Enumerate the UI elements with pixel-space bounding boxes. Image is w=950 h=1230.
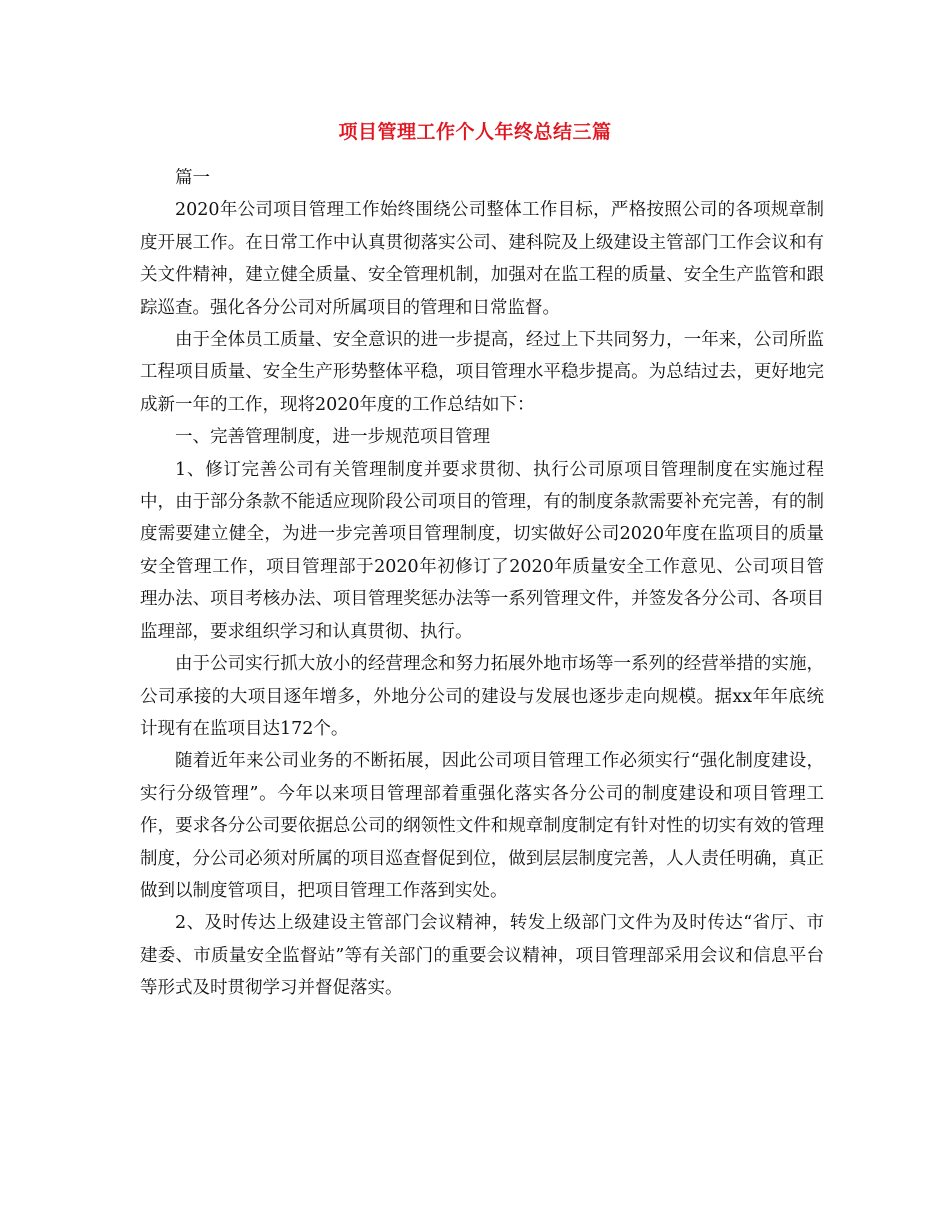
paragraph: 随着近年来公司业务的不断拓展，因此公司项目管理工作必须实行“强化制度建设，实行分级管理”。今年以来项目管理部着重强化落实各分公司的制度建设和项目管理工作，要求各分公司要依据总公司的纲领性文件和规章制度制定有针对性的切实有效的管理制度，分公司必须对所属的项目巡查督促到位，做到层层制度完善，人人责任明确，真正做到以制度管项目，把项目管理工作落到实处。 xyxy=(140,751,824,901)
document-title: 项目管理工作个人年终总结三篇 xyxy=(338,121,612,143)
paragraph: 2020年公司项目管理工作始终围绕公司整体工作目标，严格按照公司的各项规章制度开展工作。在日常工作中认真贯彻落实公司、建科院及上级建设主管部门工作会议和有关文件精神，建立健全质量、安全管理机制，加强对在监工程的质量、安全生产监管和跟踪巡查。强化各分公司对所属项目的管理和日常监督。 xyxy=(140,200,824,318)
paragraph: 由于全体员工质量、安全意识的进一步提高，经过上下共同努力，一年来，公司所监工程项目质量、安全生产形势整体平稳，项目管理水平稳步提高。为总结过去，更好地完成新一年的工作，现将2020年度的工作总结如下： xyxy=(140,330,824,415)
paragraph-heading: 一、完善管理制度，进一步规范项目管理 xyxy=(175,427,490,448)
paragraph: 1、修订完善公司有关管理制度并要求贯彻、执行公司原项目管理制度在实施过程中，由于部分条款不能适应现阶段公司项目的管理，有的制度条款需要补充完善，有的制度需要建立健全，为进一步完善项目管理制度，切实做好公司2020年度在监项目的质量安全管理工作，项目管理部于2020年初修订了2020年质量安全工作意见、公司项目管理办法、项目考核办法、项目管理奖惩办法等一系列管理文件，并签发各分公司、各项目监理部，要求组织学习和认真贯彻、执行。 xyxy=(140,459,824,642)
document-body xyxy=(140,162,824,1005)
paragraph: 由于公司实行抓大放小的经营理念和努力拓展外地市场等一系列的经营举措的实施，公司承接的大项目逐年增多，外地分公司的建设与发展也逐步走向规模。据xx年年底统计现有在监项目达172个。 xyxy=(140,654,824,739)
paragraph: 2、及时传达上级建设主管部门会议精神，转发上级部门文件为及时传达“省厅、市建委、市质量安全监督站”等有关部门的重要会议精神，项目管理部采用会议和信息平台等形式及时贯彻学习并督促落实。 xyxy=(140,913,824,999)
paragraph-section-label: 篇一 xyxy=(175,168,210,188)
